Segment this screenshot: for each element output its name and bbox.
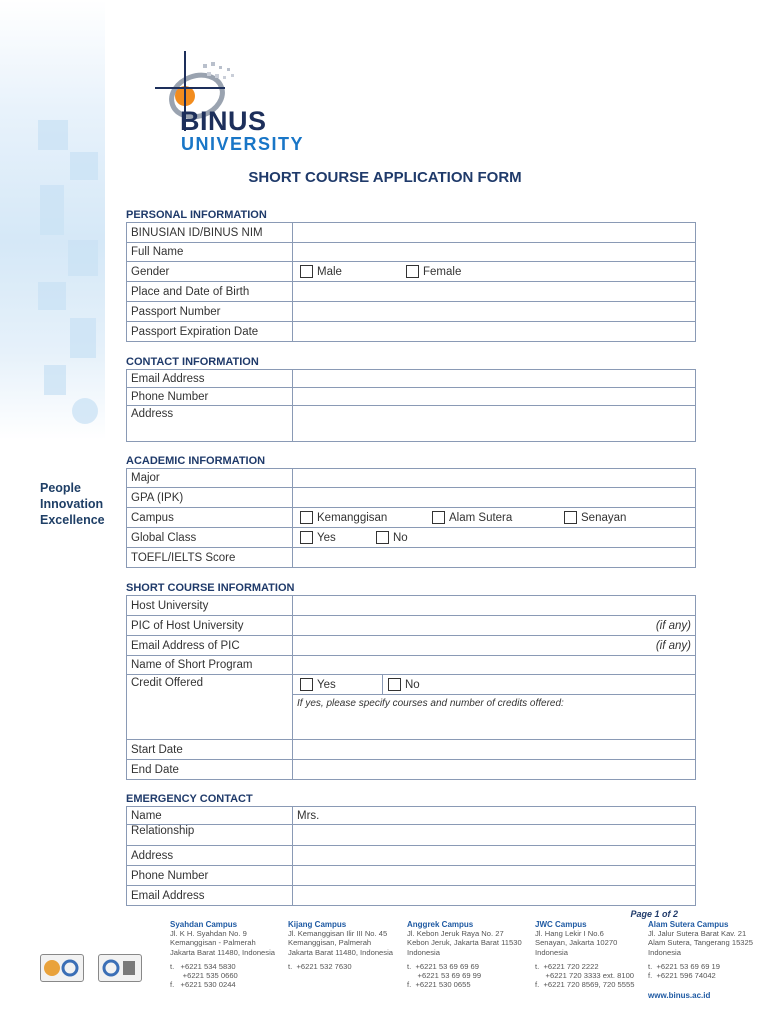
contact-information-section: [126, 356, 696, 442]
emergency-address-label: Address: [127, 846, 293, 866]
credit-yes-option-label: Yes: [317, 678, 336, 691]
page-number: Page 1 of 2: [630, 909, 678, 919]
campus-address: Kebon Jeruk, Jakarta Barat 11530: [407, 938, 522, 948]
personal-information-section: [126, 209, 696, 342]
campus-address: Jakarta Barat 11480, Indonesia: [288, 947, 393, 957]
campus-fax: f. +6221 530 0655: [407, 980, 471, 990]
birth-field[interactable]: [293, 282, 696, 302]
tagline-people: People: [40, 481, 81, 495]
short-course-section: [126, 582, 696, 780]
campus-address: Alam Sutera, Tangerang 15325: [648, 938, 753, 948]
campus-name: Anggrek Campus: [407, 920, 474, 929]
pic-field[interactable]: [293, 616, 696, 636]
global-no-option-label: No: [393, 531, 408, 544]
program-name-label: Name of Short Program: [127, 656, 293, 675]
campus-name: Alam Sutera Campus: [648, 920, 729, 929]
campus-address: Indonesia: [648, 947, 681, 957]
passport-number-label: Passport Number: [127, 302, 293, 322]
end-date-label: End Date: [127, 760, 293, 780]
campus-label: Campus: [127, 508, 293, 528]
emergency-name-field[interactable]: Mrs.: [293, 807, 696, 825]
global-yes-checkbox[interactable]: [300, 531, 313, 544]
pic-email-label: Email Address of PIC: [127, 636, 293, 656]
campus-alam-sutera: [648, 920, 753, 980]
campus-phone: +6221 53 69 69 99: [407, 971, 482, 981]
full-name-label: Full Name: [127, 243, 293, 262]
emergency-phone-label: Phone Number: [127, 866, 293, 886]
academic-information-section: [126, 455, 696, 568]
section-title: CONTACT INFORMATION: [126, 356, 259, 368]
emergency-email-label: Email Address: [127, 886, 293, 906]
campus-address: Jl. K H. Syahdan No. 9: [170, 929, 247, 939]
major-label: Major: [127, 469, 293, 488]
campus-fax: f. +6221 530 0244: [170, 980, 236, 990]
email-label: Email Address: [127, 370, 293, 388]
email-field[interactable]: [293, 370, 696, 388]
section-title: ACADEMIC INFORMATION: [126, 455, 266, 467]
senayan-option-label: Senayan: [581, 511, 627, 524]
campus-address: Kemanggisan, Palmerah: [288, 938, 372, 948]
campus-name: Syahdan Campus: [170, 920, 238, 929]
campus-kijang: [288, 920, 393, 971]
campus-jwc: [535, 920, 634, 989]
campus-address: Jl. Kemanggisan Ilir III No. 45: [288, 929, 388, 939]
section-title: SHORT COURSE INFORMATION: [126, 582, 295, 594]
address-field[interactable]: [293, 406, 696, 442]
global-yes-option-label: Yes: [317, 531, 336, 544]
male-option-label: Male: [317, 265, 342, 278]
global-no-checkbox[interactable]: [376, 531, 389, 544]
host-university-label: Host University: [127, 596, 293, 616]
website-link[interactable]: www.binus.ac.id: [648, 991, 711, 1000]
campus-address: Jl. Hang Lekir I No.6: [535, 929, 604, 939]
phone-field[interactable]: [293, 388, 696, 406]
logo-university-text: UNIVERSITY: [181, 134, 305, 154]
campus-address: Kemanggisan - Palmerah: [170, 938, 256, 948]
campus-fax: f. +6221 720 8569, 720 5555: [535, 980, 635, 990]
section-title: EMERGENCY CONTACT: [126, 793, 253, 805]
form-title: SHORT COURSE APPLICATION FORM: [248, 169, 522, 186]
pic-email-field[interactable]: [293, 636, 696, 656]
toefl-label: TOEFL/IELTS Score: [127, 548, 293, 568]
credit-no-checkbox[interactable]: [388, 678, 401, 691]
global-class-label: Global Class: [127, 528, 293, 548]
end-date-field[interactable]: [293, 760, 696, 780]
credit-note: If yes, please specify courses and number of credits offered:: [297, 698, 564, 709]
campus-address: Jl. Kebon Jeruk Raya No. 27: [407, 929, 504, 939]
campus-name: Kijang Campus: [288, 920, 347, 929]
male-checkbox[interactable]: [300, 265, 313, 278]
tagline-excellence: Excellence: [40, 513, 105, 527]
kemanggisan-option-label: Kemanggisan: [317, 511, 388, 524]
emergency-contact-section: [126, 793, 696, 906]
binusian-id-field[interactable]: [293, 223, 696, 243]
campus-name: JWC Campus: [535, 920, 587, 929]
female-checkbox[interactable]: [406, 265, 419, 278]
campus-fax: f. +6221 596 74042: [648, 971, 716, 981]
passport-expiration-field[interactable]: [293, 322, 696, 342]
emergency-phone-field[interactable]: [293, 866, 696, 886]
credit-yes-checkbox[interactable]: [300, 678, 313, 691]
gpa-label: GPA (IPK): [127, 488, 293, 508]
emergency-name-label: Name: [127, 807, 293, 825]
certification-badge-icon: [98, 954, 142, 982]
campus-address: Senayan, Jakarta 10270: [535, 938, 618, 948]
address-label: Address: [127, 406, 293, 442]
credit-offered-label: Credit Offered: [127, 675, 293, 740]
campus-address: Jl. Jalur Sutera Barat Kav. 21: [648, 929, 747, 939]
birth-label: Place and Date of Birth: [127, 282, 293, 302]
section-title: PERSONAL INFORMATION: [126, 209, 267, 221]
logo-binus-text: BINUS: [180, 106, 267, 136]
start-date-label: Start Date: [127, 740, 293, 760]
campus-address: Indonesia: [407, 947, 440, 957]
decorative-side-strip: [0, 0, 105, 440]
campus-address: Jakarta Barat 11480, Indonesia: [170, 947, 275, 957]
host-university-field[interactable]: [293, 596, 696, 616]
toefl-field[interactable]: [293, 548, 696, 568]
pic-email-if-any-note: (if any): [655, 639, 691, 652]
tagline-innovation: Innovation: [40, 497, 104, 511]
campus-phone: t. +6221 53 69 69 19: [648, 961, 720, 971]
female-option-label: Female: [423, 265, 462, 278]
campus-phone: t. +6221 720 2222: [535, 961, 599, 971]
campus-phone: t. +6221 534 5830: [170, 961, 236, 971]
emergency-address-field[interactable]: [293, 846, 696, 866]
alam-sutera-option-label: Alam Sutera: [449, 511, 513, 524]
credit-no-option-label: No: [405, 678, 420, 691]
campus-syahdan: [170, 920, 275, 989]
relationship-label: Relationship: [127, 825, 293, 846]
passport-number-field[interactable]: [293, 302, 696, 322]
senayan-checkbox[interactable]: [564, 511, 577, 524]
alam-sutera-checkbox[interactable]: [432, 511, 445, 524]
binusian-id-label: BINUSIAN ID/BINUS NIM: [127, 223, 293, 243]
campus-address: Indonesia: [535, 947, 568, 957]
pic-if-any-note: (if any): [655, 619, 691, 632]
relationship-field[interactable]: [293, 825, 696, 846]
campus-anggrek: [407, 920, 522, 989]
emergency-email-field[interactable]: [293, 886, 696, 906]
campus-phone: +6221 535 0660: [170, 971, 238, 981]
program-name-field[interactable]: [293, 656, 696, 675]
campus-phone: +6221 720 3333 ext. 8100: [535, 971, 635, 981]
kemanggisan-checkbox[interactable]: [300, 511, 313, 524]
pic-label: PIC of Host University: [127, 616, 293, 636]
start-date-field[interactable]: [293, 740, 696, 760]
full-name-field[interactable]: [293, 243, 696, 262]
campus-phone: t. +6221 532 7630: [288, 961, 352, 971]
passport-expiration-label: Passport Expiration Date: [127, 322, 293, 342]
campus-phone: t. +6221 53 69 69 69: [407, 961, 479, 971]
phone-label: Phone Number: [127, 388, 293, 406]
certification-badge-icon: [40, 954, 84, 982]
gpa-field[interactable]: [293, 488, 696, 508]
major-field[interactable]: [293, 469, 696, 488]
gender-label: Gender: [127, 262, 293, 282]
